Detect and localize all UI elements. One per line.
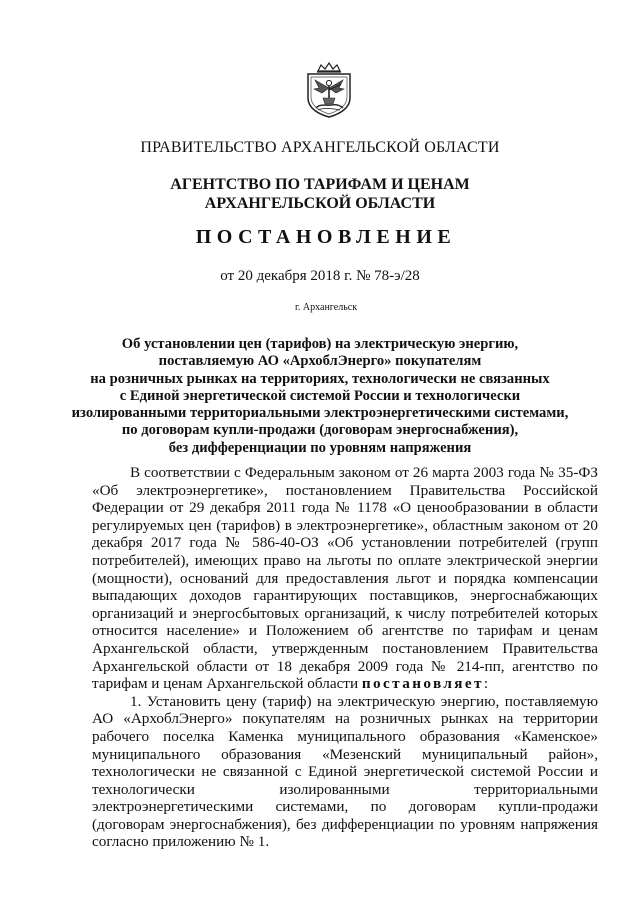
document-city: г. Архангельск	[294, 302, 358, 313]
document-title	[0, 336, 640, 457]
item-1-paragraph: 1. Установить цену (тариф) на электрическую энергию, поставляемую АО «АрхоблЭнерго» покупателям на розничных рынках на территории рабочего поселка Каменка муниципального образования «Каменское» муниципального образования «Мезенский муниципальный район», технологически не связанной с Единой энергетической системой России и технологически изолированными территориальными электроэнергетическими системами, по договорам купли-продажи (договорам энергоснабжения), без дифференциации по уровням напряжения согласно приложению № 1.	[92, 692, 598, 851]
preamble-text: В соответствии с Федеральным законом от 26 марта 2003 года № 35-ФЗ «Об электроэнергетике», постановлением Правительства Российской Федерации от 29 декабря 2011 года № 1178 «О ценообразовании в области регулируемых цен (тарифов) в электроэнергетике», областным законом от 20 декабря 2017 года № 586-40-ОЗ «Об установлении потребителей (групп потребителей), имеющих право на льготы по оплате электрической энергии (мощности), оснований для предоставления льгот и порядка компенсации выпадающих доходов гарантирующих поставщиков, энергоснабжающих организаций и энергосбытовых организаций, к числу потребителей которых относится население» и Положением об агентстве по тарифам и ценам Архангельской области, утвержденным постановлением Правительства Архангельской области от 18 декабря 2009 года № 214-пп, агентство по тарифам и ценам Архангельской области	[92, 464, 598, 693]
title-line: по договорам купли-продажи (договорам энергоснабжения),	[121, 422, 519, 439]
title-line: Об установлении цен (тарифов) на электрическую энергию,	[121, 336, 519, 352]
government-name: ПРАВИТЕЛЬСТВО АРХАНГЕЛЬСКОЙ ОБЛАСТИ	[140, 139, 500, 156]
title-line: с Единой энергетической системой России и технологически	[119, 387, 521, 404]
document-type: ПОСТАНОВЛЕНИЕ	[195, 226, 457, 248]
document-body	[92, 464, 598, 851]
decree-colon: :	[483, 675, 489, 693]
decree-word: постановляет	[361, 675, 484, 693]
agency-name-line2: АРХАНГЕЛЬСКОЙ ОБЛАСТИ	[204, 195, 436, 212]
agency-name	[0, 175, 640, 213]
title-line: поставляемую АО «АрхоблЭнерго» покупателям	[158, 353, 482, 370]
coat-of-arms-icon	[304, 62, 354, 118]
title-line: на розничных рынках на территориях, технологически не связанных	[90, 370, 550, 387]
preamble-paragraph	[92, 464, 598, 693]
title-line: изолированными территориальными электроэнергетическими системами,	[71, 405, 569, 422]
document-date-number: от 20 декабря 2018 г. № 78-э/28	[220, 268, 420, 284]
agency-name-line1: АГЕНТСТВО ПО ТАРИФАМ И ЦЕНАМ	[170, 176, 470, 193]
title-line: без дифференциации по уровням напряжения	[168, 439, 472, 456]
